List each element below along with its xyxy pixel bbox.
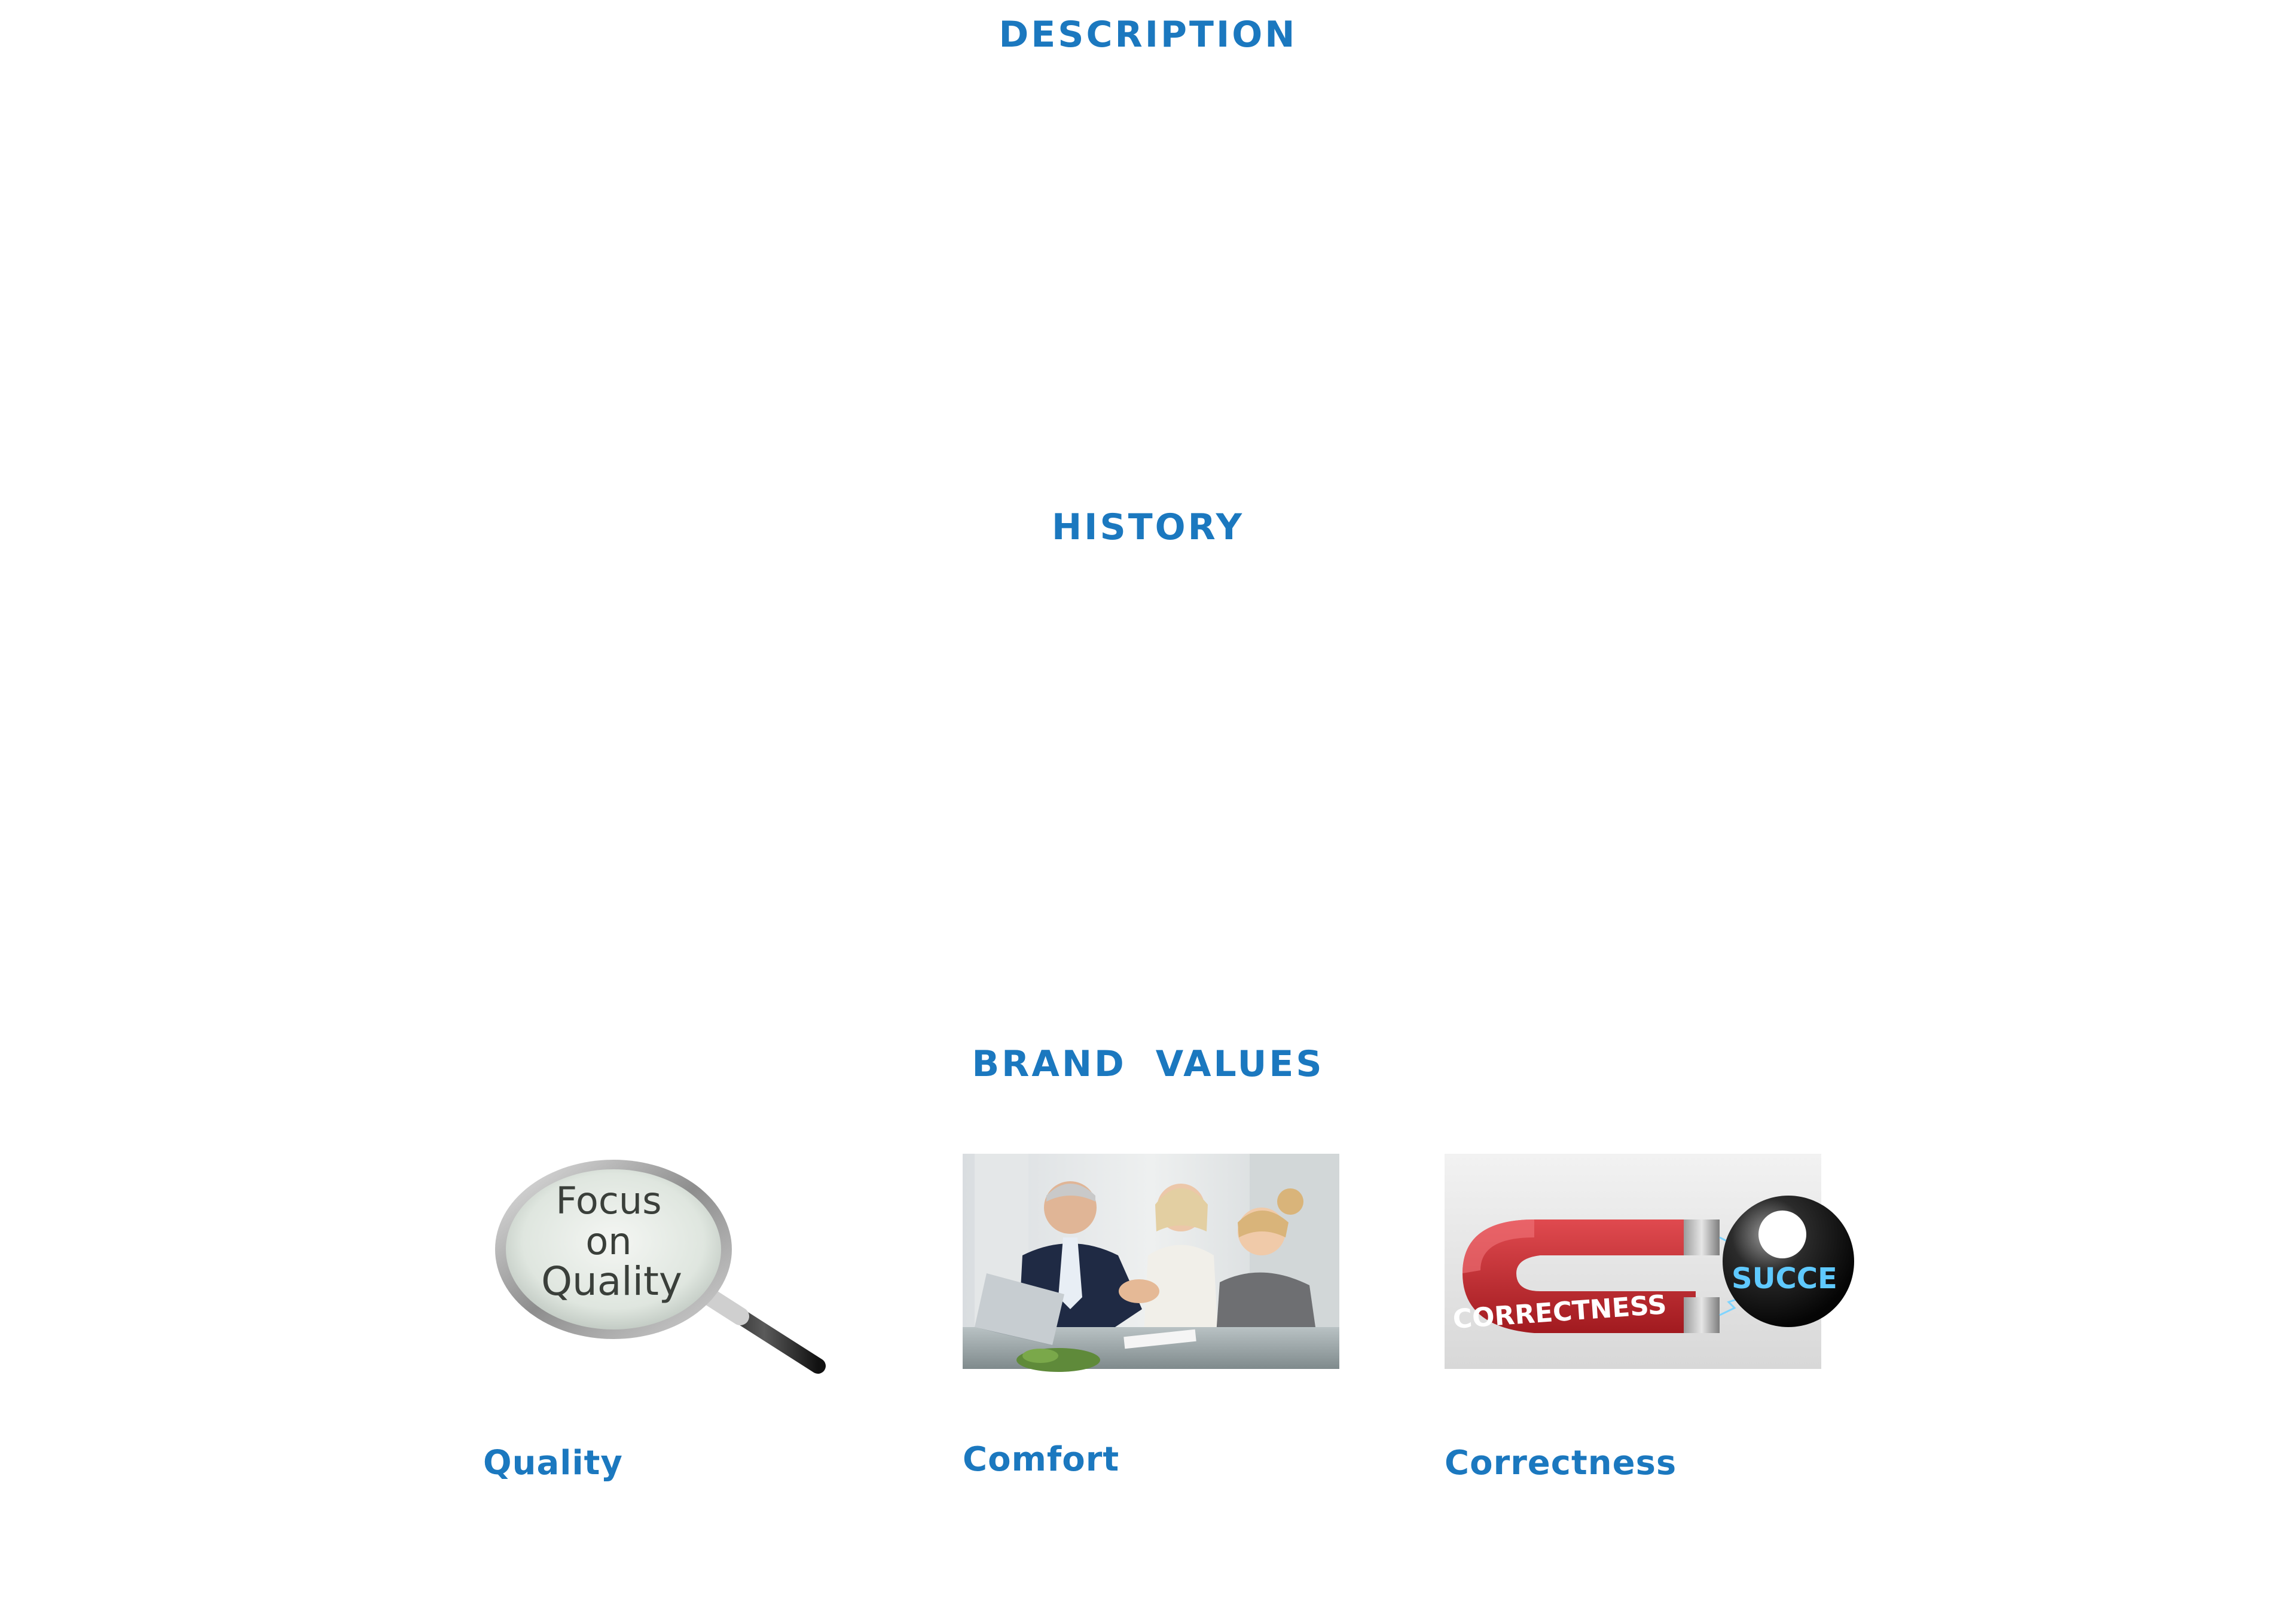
- brand-value-label-quality: Quality: [483, 1444, 623, 1483]
- brand-value-label-comfort: Comfort: [963, 1440, 1120, 1479]
- lens-text-on: on: [585, 1219, 632, 1263]
- history-heading: HISTORY: [1051, 506, 1245, 548]
- brand-value-card-comfort: [963, 1154, 1339, 1479]
- brand-values-heading: BRAND VALUES: [972, 1043, 1324, 1085]
- focus-on-quality-image: [483, 1154, 860, 1369]
- brand-value-card-quality: [483, 1154, 860, 1483]
- magnet-text: CORRECTNESS: [1452, 1289, 1668, 1335]
- brand-value-card-correctness: [1445, 1154, 1837, 1483]
- brand-value-label-correctness: Correctness: [1445, 1444, 1677, 1483]
- lens-text-quality: Quality: [541, 1258, 682, 1304]
- correctness-magnet-image: [1445, 1154, 1837, 1369]
- description-heading: DESCRIPTION: [999, 14, 1297, 56]
- ball-text: SUCCE: [1732, 1262, 1837, 1295]
- business-handshake-photo: [963, 1154, 1339, 1369]
- lens-text-focus: Focus: [555, 1179, 662, 1222]
